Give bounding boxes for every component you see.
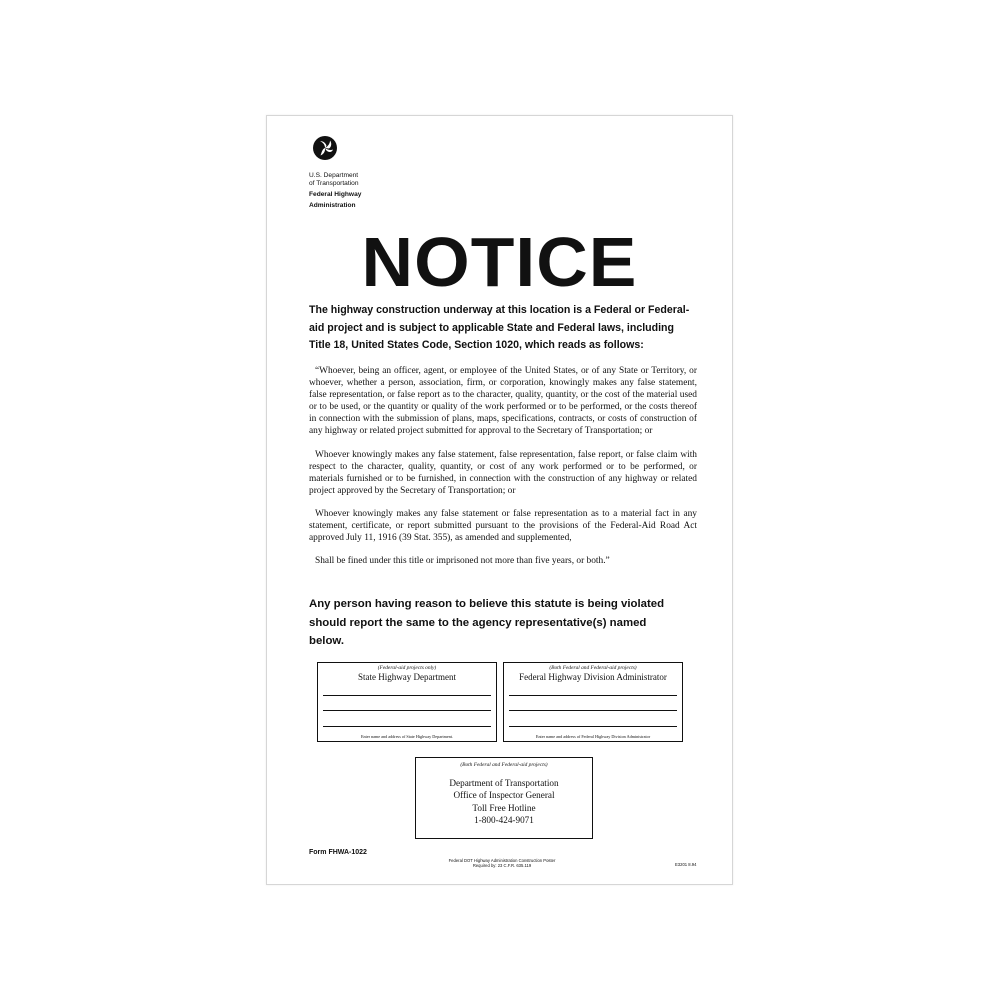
agency-block: [309, 172, 361, 210]
statute-paragraph-4: Shall be fined under this title or imprisoned not more than five years, or both.”: [315, 556, 610, 567]
notice-title: NOTICE: [361, 223, 638, 301]
oig-box-note: (Both Federal and Federal-aid projects): [460, 762, 548, 768]
state-highway-box: [317, 662, 497, 742]
state-box-note: (Federal-aid projects only): [377, 665, 437, 671]
entry-line: [323, 710, 491, 711]
oig-line-1: Department of Transportation: [449, 778, 559, 788]
footer-line-2: Required by: 23 C.F.R. 635.119: [472, 863, 532, 868]
dot-logo-icon: [313, 136, 337, 160]
state-box-caption: Enter name and address of State Highway Department.: [360, 734, 454, 739]
fhwa-division-box: [503, 662, 683, 742]
agency-line-1: U.S. Department: [309, 172, 359, 179]
agency-line-3: Federal Highway: [309, 191, 362, 198]
agency-line-4: Administration: [309, 202, 356, 209]
statute-paragraph-3: Whoever knowingly makes any false statement or false representation as to a material fact in any statement, certificate, or report submitted pursuant to the provisions of the Federal-Aid Road Act approved July 11, 1916 (39 Stat. 355), as amended and supplemented,: [309, 508, 697, 544]
oig-address: [416, 777, 592, 826]
entry-line: [323, 695, 491, 696]
agency-line-2: of Transportation: [309, 180, 359, 187]
report-warning: Any person having reason to believe this statute is being violated should report the same to the agency representative(s) named below.: [309, 598, 665, 647]
intro-paragraph: The highway construction underway at this location is a Federal or Federal-aid project and is subject to applicable State and Federal laws, including Title 18, United States Code, Section 1020, which reads as follows:: [309, 304, 690, 351]
form-id: Form FHWA-1022: [309, 849, 367, 856]
oig-line-2: Office of Inspector General: [453, 790, 555, 801]
state-box-title: State Highway Department: [358, 672, 456, 682]
entry-line: [509, 726, 677, 727]
footer-line-1: Federal DOT Highway Administration Construction Poster: [448, 858, 556, 863]
entry-line: [509, 695, 677, 696]
oig-hotline-number: 1-800-424-9071: [474, 814, 534, 825]
footer-requirement: [417, 858, 587, 868]
fhwa-box-caption: Enter name and address of Federal Highway Division Administrator: [535, 734, 651, 739]
footer-code: E3201 8.94: [675, 862, 697, 867]
inspector-general-box: [415, 757, 593, 839]
statute-paragraph-1: “Whoever, being an officer, agent, or employee of the United States, or of any State or Territory, or whoever, whether a person, association, firm, or corporation, knowingly makes any false statement, false representation, or false report as to the character, quality, quantity, or the cost of the material used or to be used, or the quantity or quality of the work performed or to be performed, or the costs thereof in connection with the submission of plans, maps, specifications, contracts, or costs of construction of any highway or related project submitted for approval to the Secretary of Transportation; or: [309, 366, 697, 437]
oig-line-3: Toll Free Hotline: [472, 802, 536, 813]
notice-poster: [266, 115, 733, 885]
statute-paragraph-2: Whoever knowingly makes any false statement, false representation, false report, or false claim with respect to the character, quality, quantity, or cost of any work performed or to be performed, or materials furnished or to be furnished, in connection with the construction of any highway or related project approved by the Secretary of Transportation; or: [309, 449, 697, 496]
entry-line: [509, 710, 677, 711]
statute-text: [309, 365, 697, 578]
entry-line: [323, 726, 491, 727]
fhwa-box-title: Federal Highway Division Administrator: [519, 672, 667, 682]
fhwa-box-note: (Both Federal and Federal-aid projects): [549, 665, 637, 671]
